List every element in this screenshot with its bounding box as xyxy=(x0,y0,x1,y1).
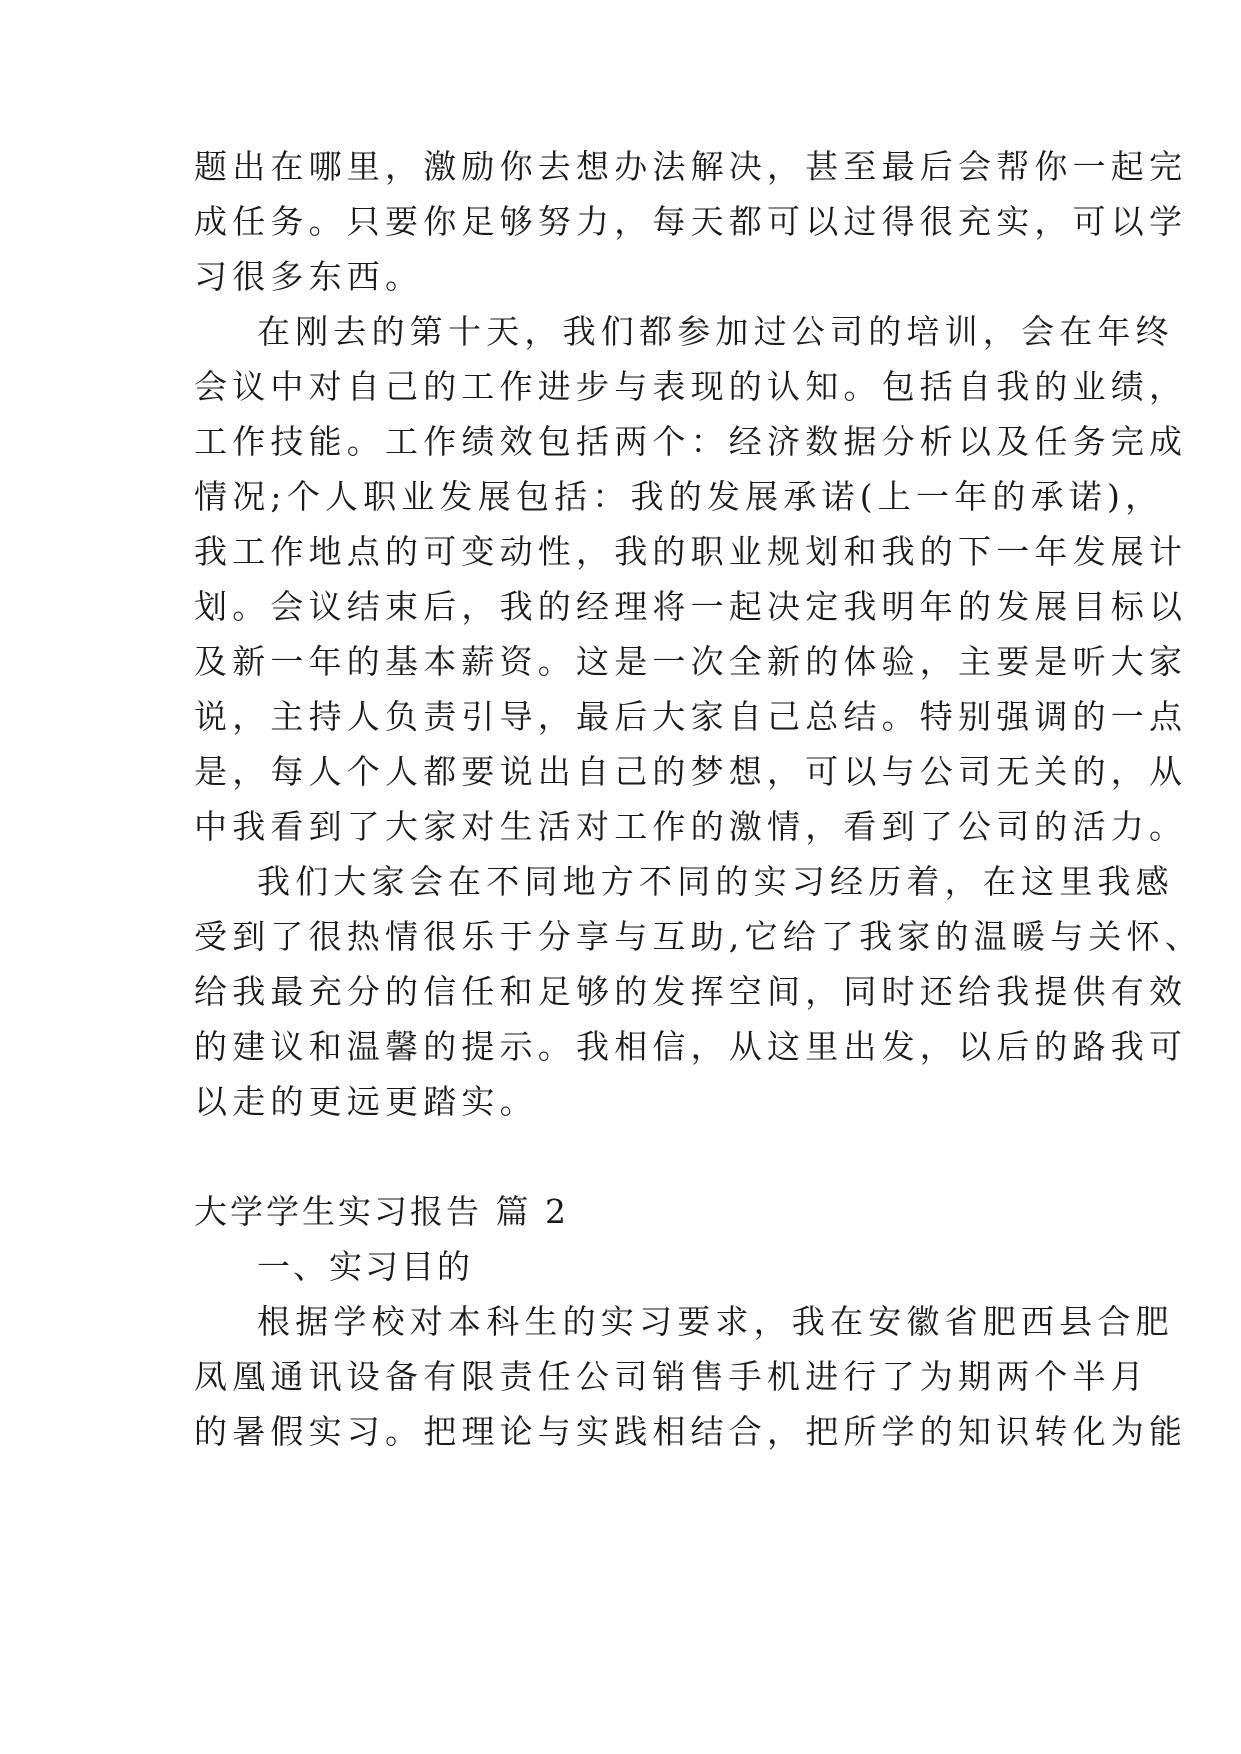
body-line: 工作技能。工作绩效包括两个：经济数据分析以及任务完成 xyxy=(194,422,1188,461)
body-line: 给我最充分的信任和足够的发挥空间，同时还给我提供有效 xyxy=(194,972,1188,1011)
body-line: 习很多东西。 xyxy=(194,257,424,296)
paragraph-first-line: 在刚去的第十天，我们都参加过公司的培训，会在年终 xyxy=(257,312,1174,351)
body-line: 说，主持人负责引导，最后大家自己总结。特别强调的一点 xyxy=(194,697,1188,736)
body-line: 中我看到了大家对生活对工作的激情，看到了公司的活力。 xyxy=(194,807,1188,846)
body-line: 及新一年的基本薪资。这是一次全新的体验，主要是听大家 xyxy=(194,642,1188,681)
body-line: 以走的更远更踏实。 xyxy=(194,1082,538,1121)
body-line: 情况;个人职业发展包括：我的发展承诺(上一年的承诺)， xyxy=(194,477,1164,516)
section-title: 大学学生实习报告 篇 2 xyxy=(194,1192,569,1231)
body-line: 的建议和温馨的提示。我相信，从这里出发，以后的路我可 xyxy=(194,1027,1188,1066)
body-line: 划。会议结束后，我的经理将一起决定我明年的发展目标以 xyxy=(194,587,1188,626)
paragraph-first-line: 我们大家会在不同地方不同的实习经历着，在这里我感 xyxy=(257,862,1174,901)
body-line: 的暑假实习。把理论与实践相结合，把所学的知识转化为能 xyxy=(194,1412,1188,1451)
body-line: 受到了很热情很乐于分享与互助,它给了我家的温暖与关怀、 xyxy=(194,917,1203,956)
paragraph-first-line: 根据学校对本科生的实习要求，我在安徽省肥西县合肥 xyxy=(257,1302,1174,1341)
body-line: 凤凰通讯设备有限责任公司销售手机进行了为期两个半月 xyxy=(194,1357,1149,1396)
body-line: 成任务。只要你足够努力，每天都可以过得很充实，可以学 xyxy=(194,202,1188,241)
body-line: 是，每人个人都要说出自己的梦想，可以与公司无关的，从 xyxy=(194,752,1188,791)
body-line: 会议中对自己的工作进步与表现的认知。包括自我的业绩， xyxy=(194,367,1188,406)
body-line: 题出在哪里，激励你去想办法解决，甚至最后会帮你一起完 xyxy=(194,147,1188,186)
subsection-title: 一、实习目的 xyxy=(257,1247,473,1286)
body-line: 我工作地点的可变动性，我的职业规划和我的下一年发展计 xyxy=(194,532,1188,571)
